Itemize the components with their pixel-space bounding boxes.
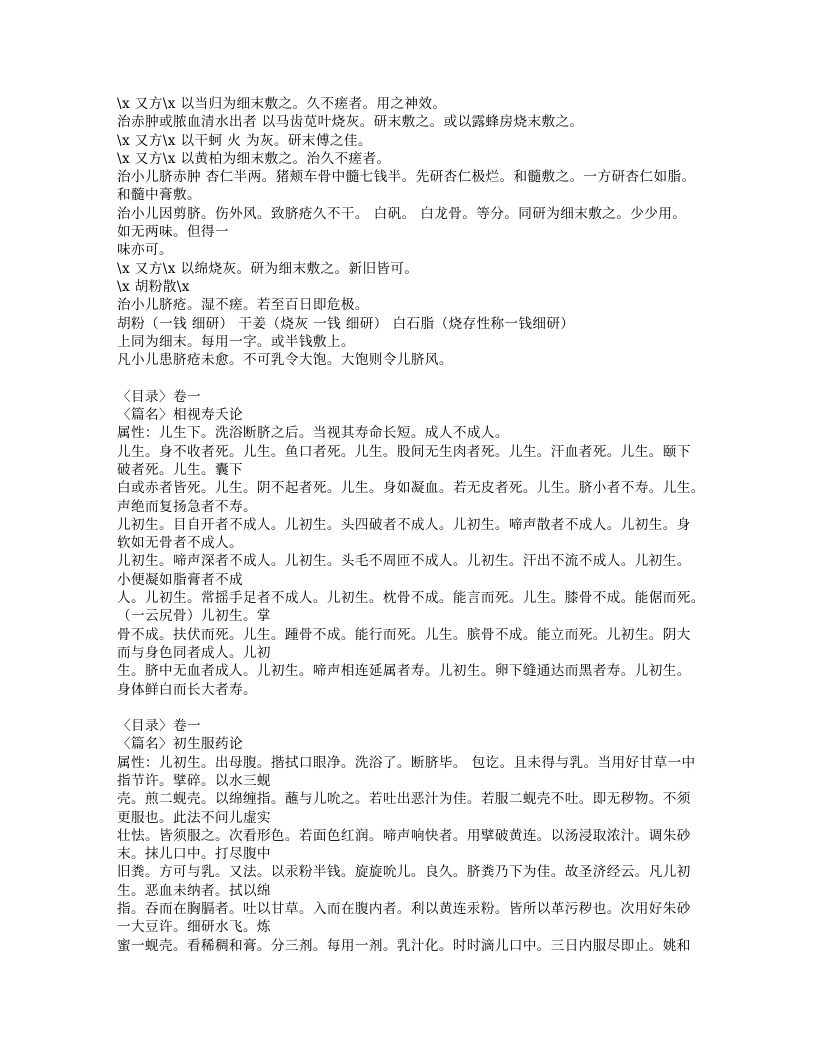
text-line: 胡粉（一钱 细研） 干姜（烧灰 一钱 细研） 白石脂（烧存性称一钱细研） [117, 315, 575, 332]
text-line: （一云尻骨）儿初生。掌 [117, 608, 271, 625]
text-line: 指节许。擘碎。以水三蚬 [117, 772, 271, 789]
text-line: 和髓中膏敷。 [117, 187, 201, 204]
text-line: 末。抹儿口中。打尽腹中 [117, 846, 271, 863]
text-section-longevity-assessment [117, 388, 707, 699]
text-line: 生。脐中无血者成人。儿初生。啼声相连延属者寿。儿初生。卵下缝通达而黑者寿。儿初生。 [117, 663, 691, 680]
text-line: \x 又方\x 以干蚵 火 为灰。研末傅之佳。 [117, 132, 372, 149]
text-line: \x 又方\x 以绵烧灰。研为细末敷之。新旧皆可。 [117, 260, 419, 277]
catalog-heading: 〈目录〉卷一 [117, 718, 201, 735]
text-line: 一大豆许。细研水飞。炼 [117, 919, 271, 936]
text-line: 破者死。儿生。囊下 [117, 461, 243, 478]
text-line: 壮怯。皆须服之。次看形色。若面色红润。啼声响快者。用擘破黄连。以汤浸取浓汁。调朱砂 [117, 827, 691, 844]
text-line: 小便凝如脂膏者不成 [117, 571, 243, 588]
text-line: 骨不成。扶伏而死。儿生。踵骨不成。能行而死。儿生。膑骨不成。能立而死。儿初生。阴大 [117, 626, 691, 643]
text-line: 指。吞而在胸膈者。吐以甘草。入而在腹内者。利以黄连汞粉。皆所以革污秽也。次用好朱砂 [117, 901, 691, 918]
paragraph-spacer [117, 699, 707, 717]
text-line: 儿初生。啼声深者不成人。儿初生。头毛不周匝不成人。儿初生。汗出不流不成人。儿初生。 [117, 553, 691, 570]
text-line: 治小儿脐疮。湿不瘥。若至百日即危极。 [117, 297, 369, 314]
chapter-title: 〈篇名〉初生服药论 [117, 736, 243, 753]
text-line: 治小儿因剪脐。伤外风。致脐疮久不干。 白矾。 白龙骨。等分。同研为细末敷之。少少用。 [117, 205, 687, 222]
text-line: 凡小儿患脐疮未愈。不可乳令大饱。大饱则令儿脐风。 [117, 352, 453, 369]
document-page [117, 95, 707, 955]
text-line: 身体鲜白而长大者寿。 [117, 681, 257, 698]
text-line: 旧粪。方可与乳。又法。以汞粉半钱。旋旋吮儿。良久。脐粪乃下为佳。故圣济经云。凡儿初 [117, 864, 691, 881]
text-line: \x 又方\x 以黄柏为细末敷之。治久不瘥者。 [117, 150, 391, 167]
text-line: 治赤肿或脓血清水出者 以马齿苋叶烧灰。研末敷之。或以露蜂房烧末敷之。 [117, 114, 584, 131]
text-line: 如无两味。但得一 [117, 224, 229, 241]
paragraph-spacer [117, 369, 707, 387]
text-line: 属性：儿初生。出母腹。揩拭口眼净。洗浴了。断脐毕。 包讫。且未得与乳。当用好甘草一中 [117, 754, 696, 771]
text-line: 更服也。此法不问儿虚实 [117, 809, 271, 826]
text-line: 上同为细末。每用一字。或半钱敷上。 [117, 333, 355, 350]
text-line: \x 又方\x 以当归为细末敷之。久不瘥者。用之神效。 [117, 96, 447, 112]
text-line: 蜜一蚬壳。看稀稠和膏。分三剂。每用一剂。乳汁化。时时滴儿口中。三日内服尽即止。姚和 [117, 937, 691, 954]
text-line: 生。恶血未纳者。拭以绵 [117, 882, 271, 899]
text-line: 人。儿初生。常摇手足者不成人。儿初生。枕骨不成。能言而死。儿生。膝骨不成。能倨而死。 [117, 590, 705, 607]
text-line: 壳。煎二蚬壳。以绵缠指。蘸与儿吮之。若吐出恶汁为佳。若服二蚬壳不吐。即无秽物。不须 [117, 791, 691, 808]
text-line: 味亦可。 [117, 242, 173, 259]
text-line: \x 胡粉散\x [117, 278, 190, 295]
chapter-title: 〈篇名〉相视寿夭论 [117, 407, 243, 424]
text-line: 治小儿脐赤肿 杏仁半两。猪颊车骨中髓七钱半。先研杏仁极烂。和髓敷之。一方研杏仁如脂。 [117, 169, 696, 186]
text-line: 属性：儿生下。洗浴断脐之后。当视其寿命长短。成人不成人。 [117, 425, 509, 442]
text-line: 儿生。身不收者死。儿生。鱼口者死。儿生。股间无生肉者死。儿生。汗血者死。儿生。颐下 [117, 443, 691, 460]
catalog-heading: 〈目录〉卷一 [117, 388, 201, 405]
text-section-newborn-medication [117, 717, 707, 955]
text-line: 儿初生。目自开者不成人。儿初生。头四破者不成人。儿初生。啼声散者不成人。儿初生。身 [117, 516, 691, 533]
text-line: 白或赤者皆死。儿生。阴不起者死。儿生。身如凝血。若无皮者死。儿生。脐小者不寿。儿生。 [117, 480, 705, 497]
text-line: 而与身色同者成人。儿初 [117, 644, 271, 661]
text-line: 声绝而复扬急者不寿。 [117, 498, 257, 515]
text-section-umbilical-remedies [117, 95, 707, 369]
text-line: 软如无骨者不成人。 [117, 535, 243, 552]
